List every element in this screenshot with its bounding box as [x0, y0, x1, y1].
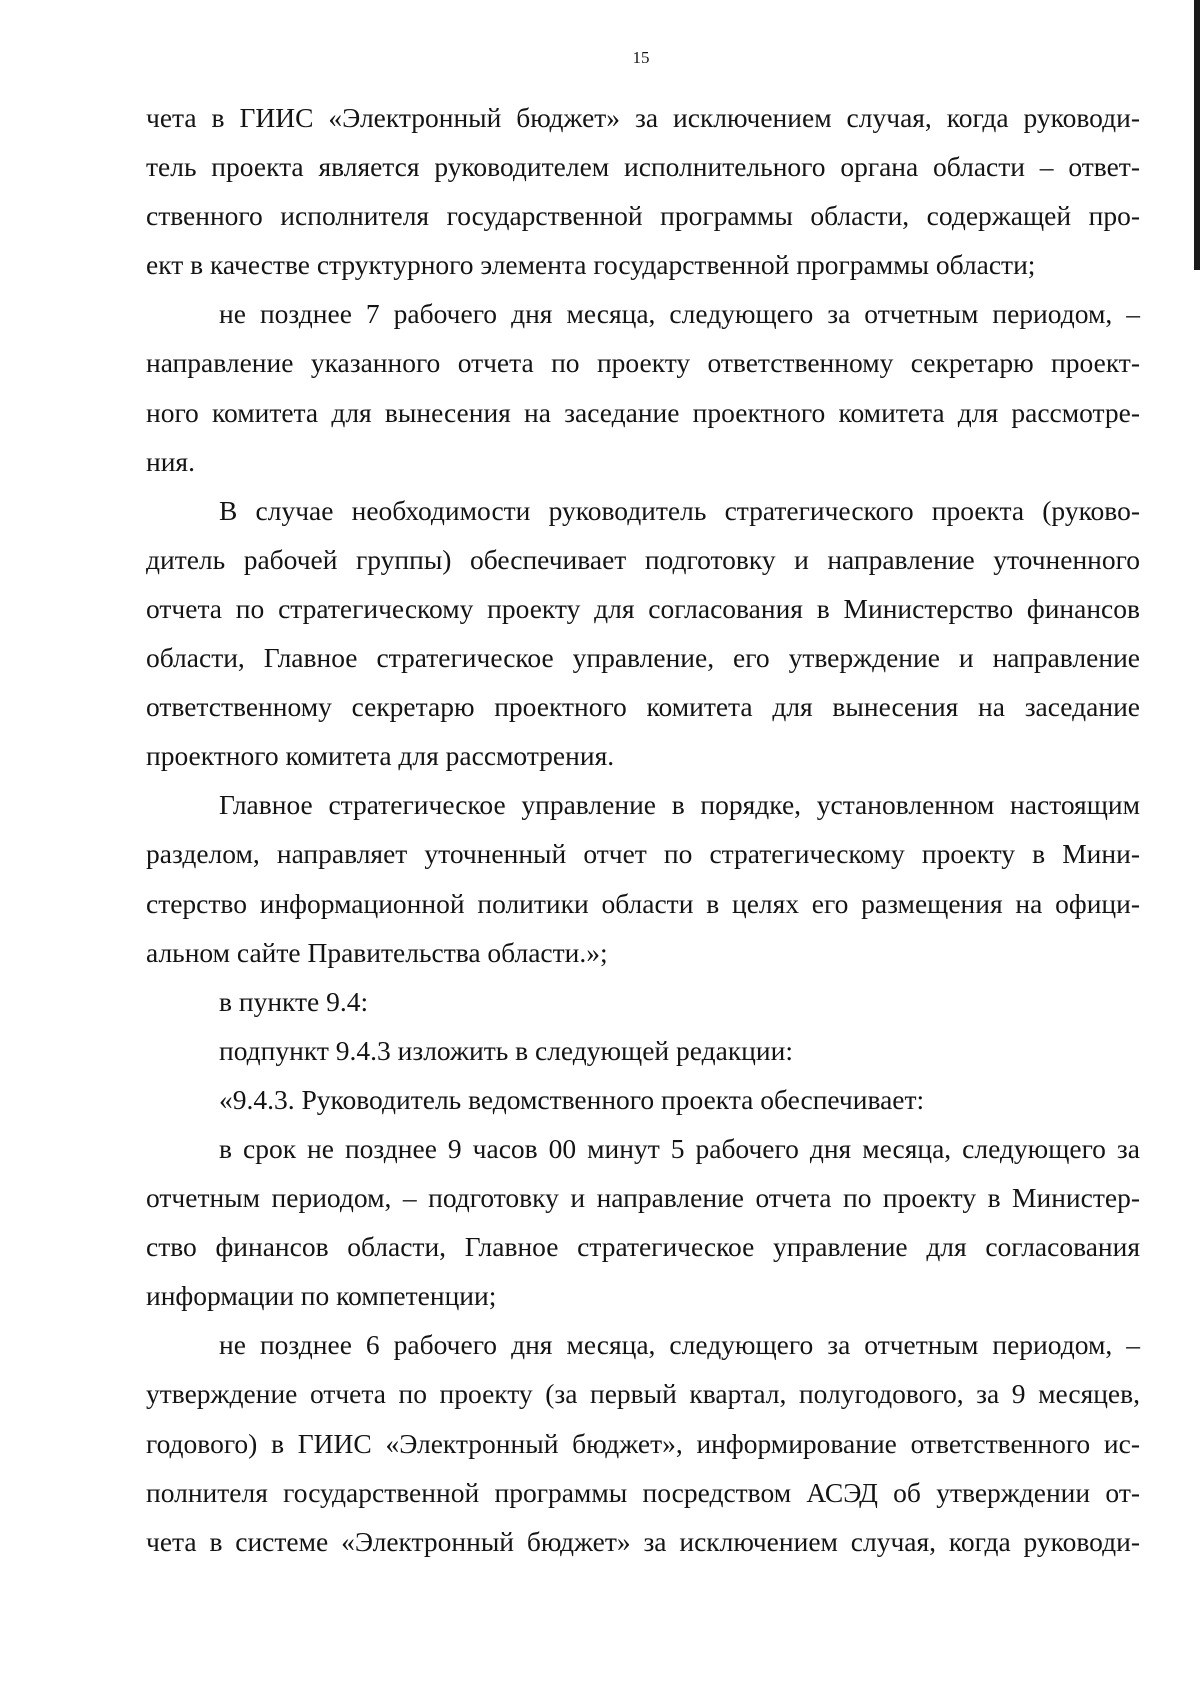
paragraph	[146, 289, 1140, 485]
paragraph	[146, 486, 1140, 781]
text-line: ответственному секретарю проектного комитета для вынесения на заседание	[146, 691, 1140, 723]
text-line: области, Главное стратегическое управление, его утверждение и направление	[146, 642, 1140, 674]
paragraph	[146, 1075, 1140, 1124]
text-line: подпункт 9.4.3 изложить в следующей редакции:	[219, 1034, 793, 1066]
text-line: в пункте 9.4:	[219, 985, 369, 1017]
text-line: отчетным периодом, – подготовку и направление отчета по проекту в Министер-	[146, 1182, 1140, 1214]
text-line: «9.4.3. Руководитель ведомственного проекта обеспечивает:	[219, 1083, 925, 1115]
paragraph	[146, 93, 1140, 289]
paragraph	[146, 1320, 1140, 1565]
scan-edge-mark	[1194, 0, 1200, 270]
text-line: ство финансов области, Главное стратегическое управление для согласования	[146, 1231, 1140, 1263]
text-line: стерство информационной политики области в целях его размещения на офици-	[146, 887, 1140, 919]
text-line: не позднее 6 рабочего дня месяца, следующего за отчетным периодом, –	[219, 1329, 1140, 1361]
text-line: утверждение отчета по проекту (за первый квартал, полугодового, за 9 месяцев,	[146, 1378, 1140, 1410]
paragraph	[146, 1124, 1140, 1320]
text-line: не позднее 7 рабочего дня месяца, следующего за отчетным периодом, –	[219, 298, 1140, 330]
text-line: тель проекта является руководителем исполнительного органа области – ответ-	[146, 151, 1140, 183]
text-line: отчета по стратегическому проекту для согласования в Министерство финансов	[146, 592, 1140, 624]
text-line: в срок не позднее 9 часов 00 минут 5 рабочего дня месяца, следующего за	[219, 1132, 1140, 1164]
text-line: информации по компетенции;	[146, 1280, 497, 1312]
text-line: проектного комитета для рассмотрения.	[146, 740, 615, 772]
paragraph	[146, 977, 1140, 1026]
text-line: дитель рабочей группы) обеспечивает подготовку и направление уточненного	[146, 543, 1140, 575]
text-line: полнителя государственной программы посредством АСЭД об утверждении от-	[146, 1476, 1140, 1508]
text-line: чета в ГИИС «Электронный бюджет» за исключением случая, когда руководи-	[146, 102, 1140, 133]
page-number: 15	[632, 48, 650, 67]
text-line: направление указанного отчета по проекту ответственному секретарю проект-	[146, 347, 1140, 379]
text-line: разделом, направляет уточненный отчет по стратегическому проекту в Мини-	[146, 838, 1140, 870]
text-line: В случае необходимости руководитель стратегического проекта (руково-	[219, 494, 1140, 526]
paragraph	[146, 780, 1140, 976]
text-line: чета в системе «Электронный бюджет» за исключением случая, когда руководи-	[146, 1525, 1140, 1557]
text-line: Главное стратегическое управление в порядке, установленном настоящим	[219, 789, 1140, 821]
paragraph	[146, 1026, 1140, 1075]
text-line: годового) в ГИИС «Электронный бюджет», информирование ответственного ис-	[146, 1427, 1140, 1459]
document-body	[146, 93, 1140, 1566]
text-line: ственного исполнителя государственной программы области, содержащей про-	[146, 200, 1140, 232]
text-line: ного комитета для вынесения на заседание проектного комитета для рассмотре-	[146, 396, 1140, 428]
text-line: ект в качестве структурного элемента государственной программы области;	[146, 249, 1036, 281]
text-line: ния.	[146, 445, 195, 477]
text-line: альном сайте Правительства области.»;	[146, 936, 608, 968]
